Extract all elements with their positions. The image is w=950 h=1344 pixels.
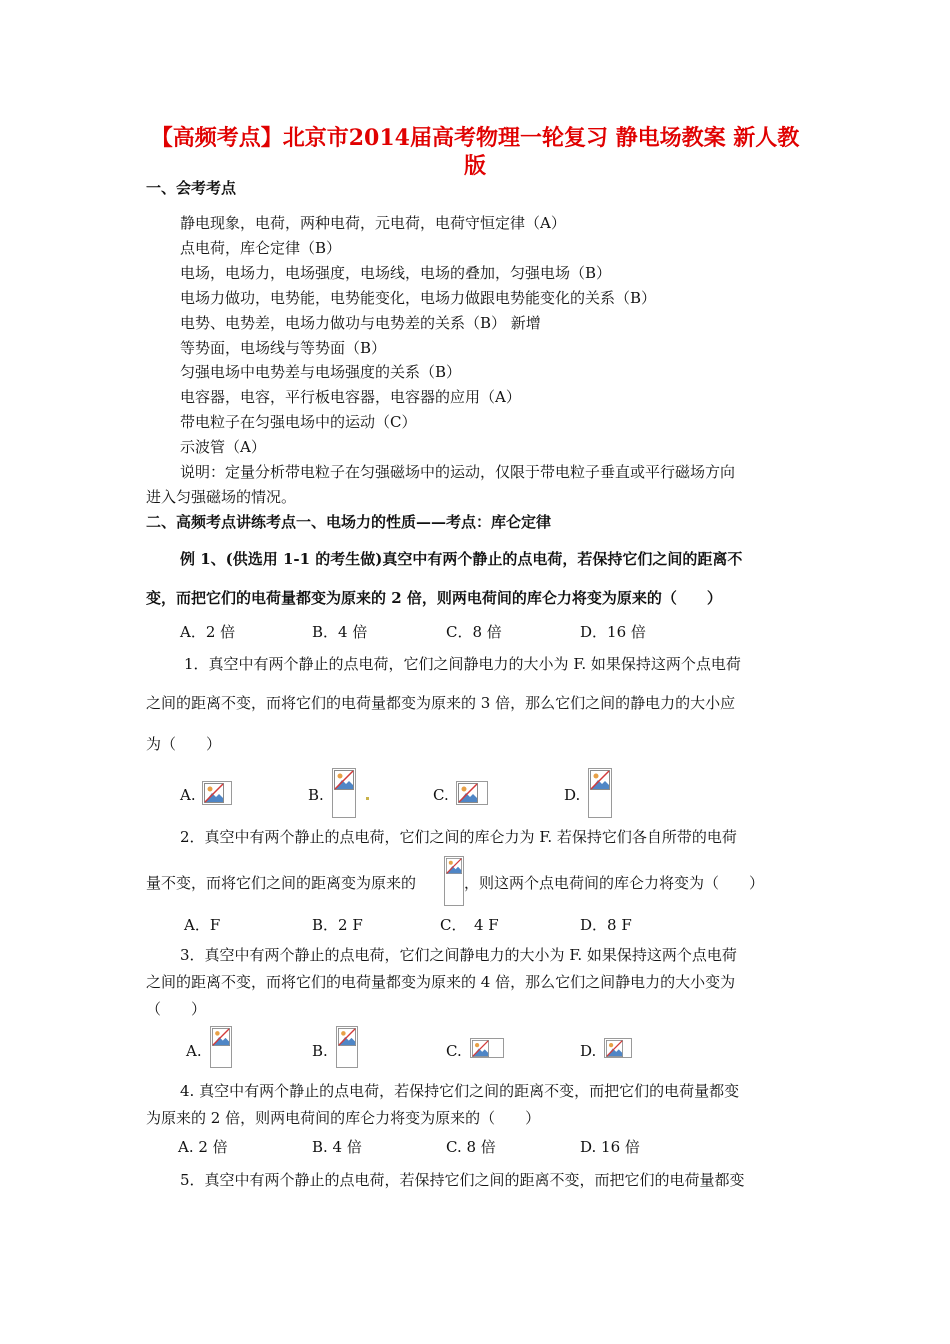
q1-line-1: 1．真空中有两个静止的点电荷，它们之间静电力的大小为 F. 如果保持这两个点电荷: [184, 655, 741, 673]
kaodian-item: 电容器，电容，平行板电容器，电容器的应用（A）: [180, 388, 521, 406]
q3-line-2: 之间的距离不变，而将它们的电荷量都变为原来的 4 倍，那么它们之间静电力的大小变为: [146, 973, 736, 991]
q1-line-2: 之间的距离不变，而将它们的电荷量都变为原来的 3 倍，那么它们之间的静电力的大小应: [146, 694, 736, 712]
stray-mark: [366, 797, 369, 800]
kaodian-item: 等势面，电场线与等势面（B）: [180, 339, 387, 357]
q4-option-d: D. 16 倍: [580, 1138, 640, 1156]
q4-option-c: C. 8 倍: [446, 1138, 496, 1156]
kaodian-item: 静电现象，电荷，两种电荷，元电荷，电荷守恒定律（A）: [180, 214, 566, 232]
broken-image-icon: [456, 781, 488, 805]
q4-option-a: A. 2 倍: [178, 1138, 228, 1156]
broken-image-icon: [332, 768, 356, 818]
kaodian-item: 电势、电势差，电场力做功与电势差的关系（B） 新增: [180, 314, 541, 332]
broken-image-icon: [470, 1038, 504, 1058]
q1-option-b: B.: [308, 786, 324, 804]
q3-option-d: D.: [580, 1042, 597, 1060]
example1-line-2: 变，而把它们的电荷量都变为原来的 2 倍，则两电荷间的库仑力将变为原来的（ ）: [146, 589, 722, 607]
q2-line-2b: ，则这两个点电荷间的库仑力将变为（ ）: [464, 874, 765, 892]
kaodian-item: 电场力做功，电势能，电势能变化，电场力做跟电势能变化的关系（B）: [180, 289, 657, 307]
q5-line-1: 5．真空中有两个静止的点电荷，若保持它们之间的距离不变，而把它们的电荷量都变: [180, 1171, 745, 1189]
example1-option-b: B．4 倍: [312, 623, 368, 641]
q3-option-a: A.: [186, 1042, 202, 1060]
section1-heading: 一、会考考点: [146, 179, 237, 197]
document-title: [120, 124, 830, 180]
q1-option-c: C.: [433, 786, 449, 804]
title-line-1: 【高频考点】北京市2014届高考物理一轮复习 静电场教案 新人教: [150, 125, 800, 151]
kaodian-item: 匀强电场中电势差与电场强度的关系（B）: [180, 363, 462, 381]
q2-line-1: 2．真空中有两个静止的点电荷，它们之间的库仑力为 F. 若保持它们各自所带的电荷: [180, 828, 737, 846]
broken-image-icon: [444, 856, 464, 906]
q2-line-2a: 量不变，而将它们之间的距离变为原来的: [146, 874, 417, 892]
example1-option-c: C．8 倍: [446, 623, 502, 641]
broken-image-icon: [604, 1038, 632, 1058]
kaodian-item: 点电荷，库仑定律（B）: [180, 239, 342, 257]
example1-option-d: D．16 倍: [580, 623, 646, 641]
section2-heading: 二、高频考点讲练考点一、电场力的性质——考点：库仑定律: [146, 513, 552, 531]
q4-option-b: B. 4 倍: [312, 1138, 362, 1156]
q4-line-1: 4. 真空中有两个静止的点电荷，若保持它们之间的距离不变，而把它们的电荷量都变: [180, 1082, 740, 1100]
broken-image-icon: [336, 1026, 358, 1068]
kaodian-item: 电场，电场力，电场强度，电场线，电场的叠加，匀强电场（B）: [180, 264, 612, 282]
title-line-2: 版: [463, 153, 486, 179]
broken-image-icon: [210, 1026, 232, 1068]
q1-line-3: 为（ ）: [146, 735, 222, 753]
q3-line-1: 3．真空中有两个静止的点电荷，它们之间静电力的大小为 F. 如果保持这两个点电荷: [180, 946, 737, 964]
q2-option-c: C． 4 F: [440, 916, 499, 934]
q1-option-a: A.: [180, 786, 196, 804]
q3-line-3: （ ）: [146, 1000, 207, 1018]
q3-option-b: B.: [312, 1042, 328, 1060]
q2-option-a: A．F: [184, 916, 221, 934]
q3-option-c: C.: [446, 1042, 462, 1060]
kaodian-item: 带电粒子在匀强电场中的运动（C）: [180, 413, 417, 431]
q2-option-b: B．2 F: [312, 916, 363, 934]
q1-option-d: D.: [564, 786, 581, 804]
note-line-1: 说明：定量分析带电粒子在匀强磁场中的运动，仅限于带电粒子垂直或平行磁场方向: [180, 463, 736, 481]
q4-line-2: 为原来的 2 倍，则两电荷间的库仑力将变为原来的（ ）: [146, 1109, 541, 1127]
example1-line-1: 例 1、(供选用 1-1 的考生做)真空中有两个静止的点电荷，若保持它们之间的距离不: [180, 550, 743, 568]
note-line-2: 进入匀强磁场的情况。: [146, 488, 297, 506]
example1-option-a: A．2 倍: [180, 623, 236, 641]
q2-option-d: D．8 F: [580, 916, 632, 934]
broken-image-icon: [588, 768, 612, 818]
broken-image-icon: [202, 781, 232, 805]
kaodian-item: 示波管（A）: [180, 438, 266, 456]
